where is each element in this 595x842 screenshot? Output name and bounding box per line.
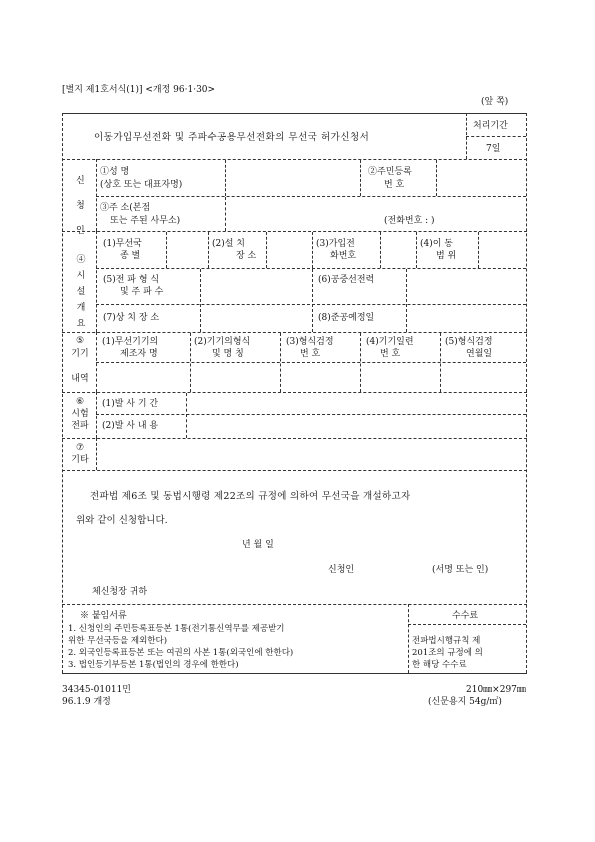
other-col-line [96,438,97,470]
rrn-sublabel: 번 호 [384,180,405,190]
fee-divider [408,604,409,673]
facility-f5: (5)전 파 형 식 [103,275,160,285]
other-label: 기타 [71,455,89,465]
facility-line-e [380,232,381,268]
facility-f3: (3)가입전 [316,239,355,249]
equipment-c5b: 연월일 [466,349,493,359]
address-col-line [225,197,226,231]
processing-label: 처리기간 [473,121,508,131]
border-bottom [62,673,527,674]
footer-revision: 96.1.9 개정 [62,697,111,707]
rrn-col-line [360,160,361,196]
test-label-a: 시험 [71,409,89,419]
facility-f4: (4)이 동 [420,239,453,249]
facility-line-d [312,232,313,268]
phone-label: (전화번호 : ) [384,216,435,226]
footer-paper: (신문용지 54g/㎡) [428,697,502,707]
equipment-c3b: 번 호 [300,349,321,359]
border-top [62,113,527,114]
attachments-heading: ※ 붙임서류 [80,611,127,621]
facility-label-line [200,269,201,332]
other-num: ⑦ [75,443,85,453]
facility-f8: (8)준공예정일 [318,313,375,323]
test-content: (2)발 사 내 용 [102,421,159,431]
equipment-c5: (5)형식검정 [445,337,493,347]
facility-f2: (2)설 치 [212,239,245,249]
attachment-item-2: 2. 외국인등록표등본 또는 여권의 사본 1통(외국인에 한한다) [68,648,294,658]
name-col-line [225,160,226,196]
name-sublabel: (상호 또는 대표자명) [100,180,183,190]
equipment-c4: (4)기기일련 [366,337,414,347]
facility-value-line [406,269,407,332]
attachment-item-3: 3. 법인등기부등본 1통(법인의 경우에 한한다) [68,660,239,670]
footer-size: 210㎜×297㎜ [466,685,526,695]
equipment-c4b: 번 호 [380,349,401,359]
rrn-value-line [436,160,437,196]
title-bottom [62,159,527,160]
equipment-c2b: 및 명 칭 [212,349,244,359]
rrn-label: ②주민등록 [368,167,412,177]
footer-code: 34345-01011민 [62,685,131,695]
equipment-c1: (1)무선기기의 [102,337,159,347]
address-label: ③주 소(본점 [100,203,151,213]
test-num: ⑥ [75,397,85,407]
facility-f6: (6)공중선전력 [318,275,375,285]
facility-col-line [96,231,97,332]
equipment-c3: (3)형식검정 [286,337,334,347]
fee-line-3: 한 해당 수수료 [412,660,467,670]
address-sublabel: 또는 주된 사무소) [110,216,181,226]
processing-line [466,136,526,137]
fee-header-line [408,624,526,625]
equipment-num: ⑤ [75,336,85,346]
other-bottom [62,470,527,471]
test-bottom [62,438,527,439]
test-period: (1)발 사 기 간 [102,399,159,409]
declaration-bottom [62,604,527,605]
applicant-bottom [62,231,527,232]
declaration-sign: (서명 또는 인) [432,565,489,575]
fee-line-1: 전파법시행규칙 제 [412,636,481,646]
declaration-applicant: 신청인 [328,565,355,575]
facility-section-label: ④ 시 설 개 요 [76,255,86,329]
test-label-b: 전파 [71,421,89,431]
facility-line-a [166,232,167,268]
facility-row2-bottom [96,304,526,305]
applicant-mid-line [96,196,526,197]
applicant-col-line [96,159,97,231]
applicant-section-label: 신 청 인 [76,176,85,236]
declaration-addressee: 체신청장 귀하 [92,587,148,597]
page-side: (앞 쪽) [481,97,509,107]
border-right [526,113,527,673]
processing-value: 7일 [486,144,501,154]
equipment-label-b: 내역 [71,374,89,384]
facility-row1-bottom [96,268,526,269]
facility-f4b: 범 위 [436,251,457,261]
facility-f2b: 장 소 [236,251,257,261]
form-title: 이동가입무선전화 및 주파수공용무선전화의 무선국 허가신청서 [94,132,370,143]
facility-bottom [62,332,527,333]
facility-f5b: 및 주 파 수 [120,287,164,297]
equipment-header-bottom [96,362,526,363]
facility-line-c [266,232,267,268]
equipment-label-a: 기기 [71,349,89,359]
equipment-c2: (2)기기의형식 [194,337,251,347]
facility-f7: (7)상 치 장 소 [103,313,160,323]
test-mid-line [96,414,526,415]
name-label: ①성 명 [100,167,130,177]
declaration-line2: 위와 같이 신청합니다. [76,515,168,526]
declaration-line1: 전파법 제6조 및 동법시행령 제22조의 규정에 의하여 무선국을 개설하고자 [90,491,411,502]
attachment-item-1: 1. 신청인의 주민등록표등본 1통(전기통신역무를 제공받기 [68,624,285,634]
facility-f1: (1)무선국 [103,239,142,249]
facility-line-f [416,232,417,268]
facility-f1b: 종 별 [120,251,141,261]
test-label-line [186,393,187,438]
facility-mid-line [312,269,313,332]
border-left [62,113,63,673]
facility-f3b: 화번호 [330,251,357,261]
equipment-c1b: 제조자 명 [120,349,158,359]
declaration-date: 년 월 일 [242,540,274,550]
test-col-line [96,392,97,438]
facility-line-g [478,232,479,268]
equipment-bottom [62,392,527,393]
form-reference: [별지 제1호서식(1)] <개정 96·1·30> [62,85,216,95]
fee-heading: 수수료 [452,611,479,621]
attachment-item-1b: 위한 무선국등을 제외한다) [68,636,168,646]
facility-line-b [208,232,209,268]
fee-line-2: 201조의 규정에 의 [412,648,483,658]
